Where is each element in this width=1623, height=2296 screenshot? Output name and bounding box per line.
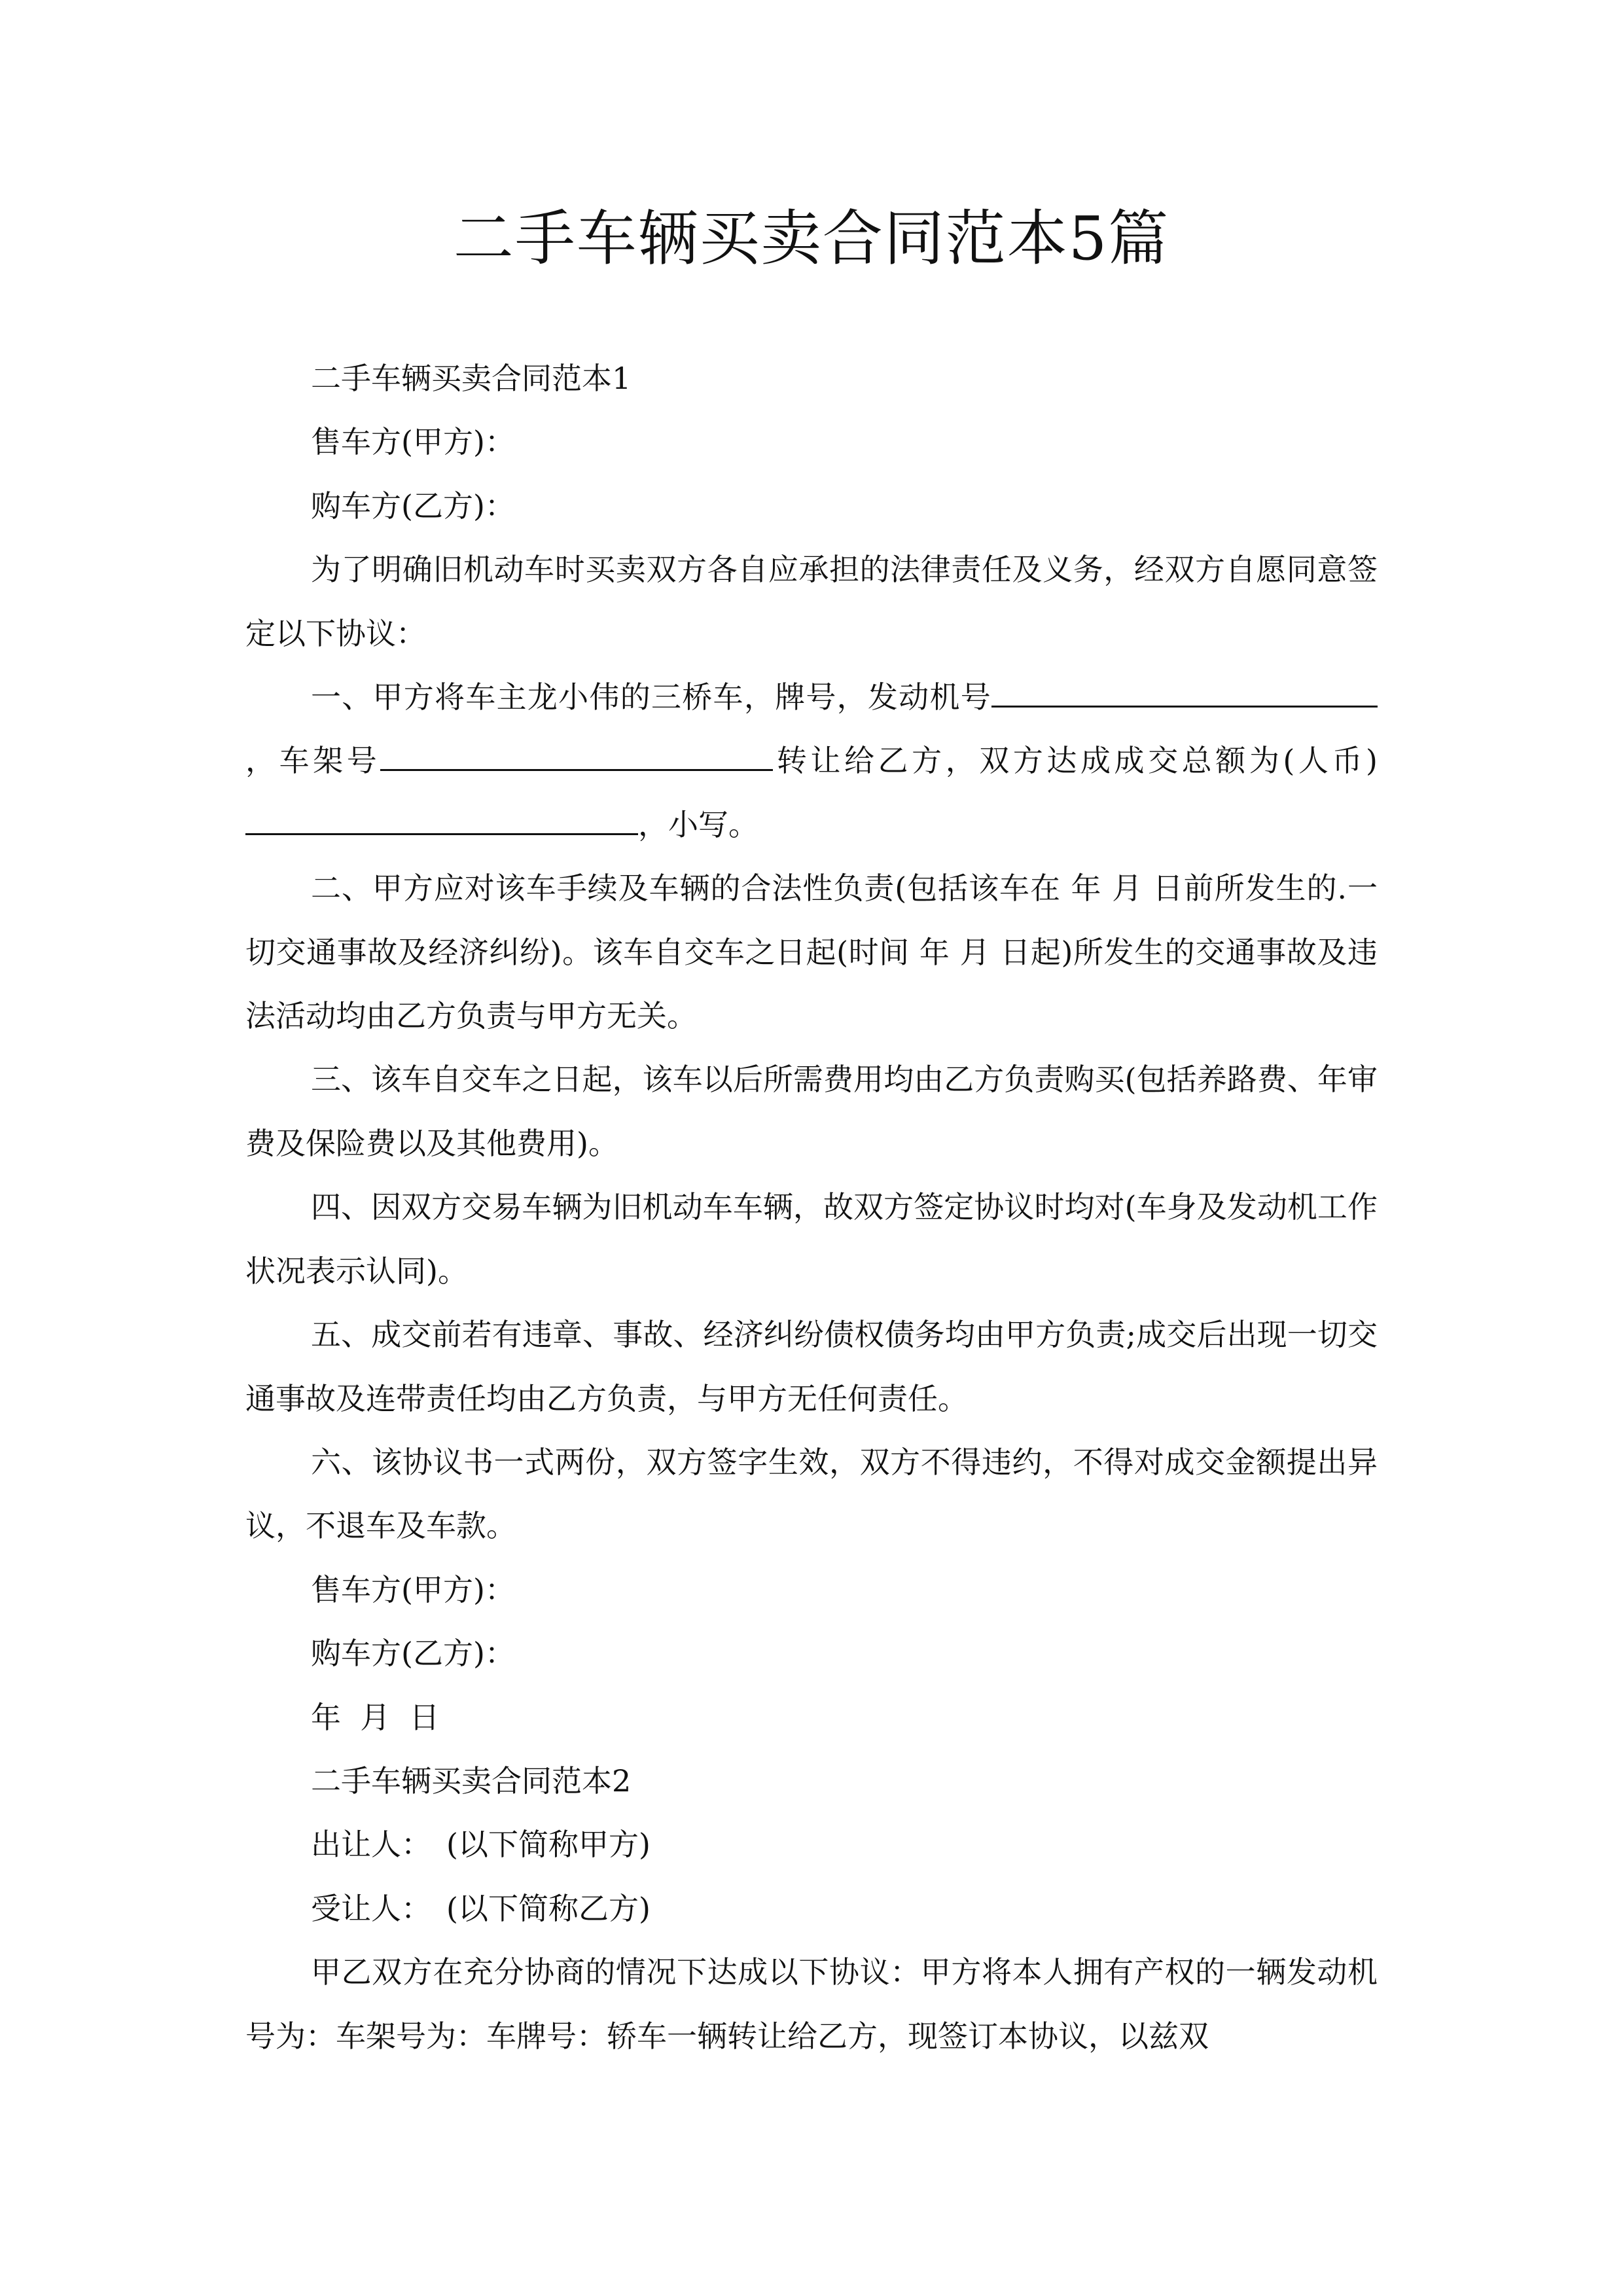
clause-1-text-d: ，小写。 xyxy=(638,806,758,842)
signature-seller: 售车方(甲方)： xyxy=(311,1571,515,1607)
clause-1-text-b: ，车架号 xyxy=(245,743,381,779)
amount-blank xyxy=(245,807,638,835)
document-title: 二手车辆买卖合同范本5篇 xyxy=(453,204,1170,274)
transferor-label: 出让人： (以下简称甲方) xyxy=(311,1827,651,1863)
transferee-label: 受让人： (以下简称乙方) xyxy=(311,1890,651,1926)
document-body xyxy=(245,347,1378,2068)
seller-label: 售车方(甲方)： xyxy=(311,424,515,460)
section-heading: 二手车辆买卖合同范本2 xyxy=(311,1763,632,1799)
clause-1 xyxy=(245,666,1378,857)
section-heading: 二手车辆买卖合同范本1 xyxy=(311,361,632,396)
signature-buyer: 购车方(乙方)： xyxy=(311,1636,515,1672)
clause-1-text-a: 一、甲方将车主龙小伟的三桥车，牌号，发动机号 xyxy=(311,679,991,715)
buyer-label: 购车方(乙方)： xyxy=(311,488,515,524)
clause-4: 四、因双方交易车辆为旧机动车车辆，故双方签定协议时均对(车身及发动机工作状况表示认同)。 xyxy=(245,1189,1378,1289)
clause-1-text-c: 转让给乙方，双方达成成交总额为(人币) xyxy=(773,743,1378,779)
agreement-paragraph: 甲乙双方在充分协商的情况下达成以下协议：甲方将本人拥有产权的一辆发动机号为：车架号为：车牌号：轿车一辆转让给乙方，现签订本协议，以兹双 xyxy=(245,1954,1378,2054)
engine-number-blank xyxy=(991,679,1378,708)
clause-6: 六、该协议书一式两份，双方签字生效，双方不得违约，不得对成交金额提出异议，不退车及车款。 xyxy=(245,1444,1378,1544)
signature-date: 年 月 日 xyxy=(311,1699,440,1735)
preamble-paragraph: 为了明确旧机动车时买卖双方各自应承担的法律责任及义务，经双方自愿同意签定以下协议： xyxy=(245,552,1378,651)
clause-5: 五、成交前若有违章、事故、经济纠纷债权债务均由甲方负责;成交后出现一切交通事故及连带责任均由乙方负责，与甲方无任何责任。 xyxy=(245,1317,1378,1416)
clause-3: 三、该车自交车之日起，该车以后所需费用均由乙方负责购买(包括养路费、年审费及保险费以及其他费用)。 xyxy=(245,1062,1378,1161)
frame-number-blank xyxy=(380,743,773,771)
clause-2: 二、甲方应对该车手续及车辆的合法性负责(包括该车在 年 月 日前所发生的.一切交通事故及经济纠纷)。该车自交车之日起(时间 年 月 日起)所发生的交通事故及违法活动均由乙方负责与甲方无关。 xyxy=(245,870,1378,1034)
